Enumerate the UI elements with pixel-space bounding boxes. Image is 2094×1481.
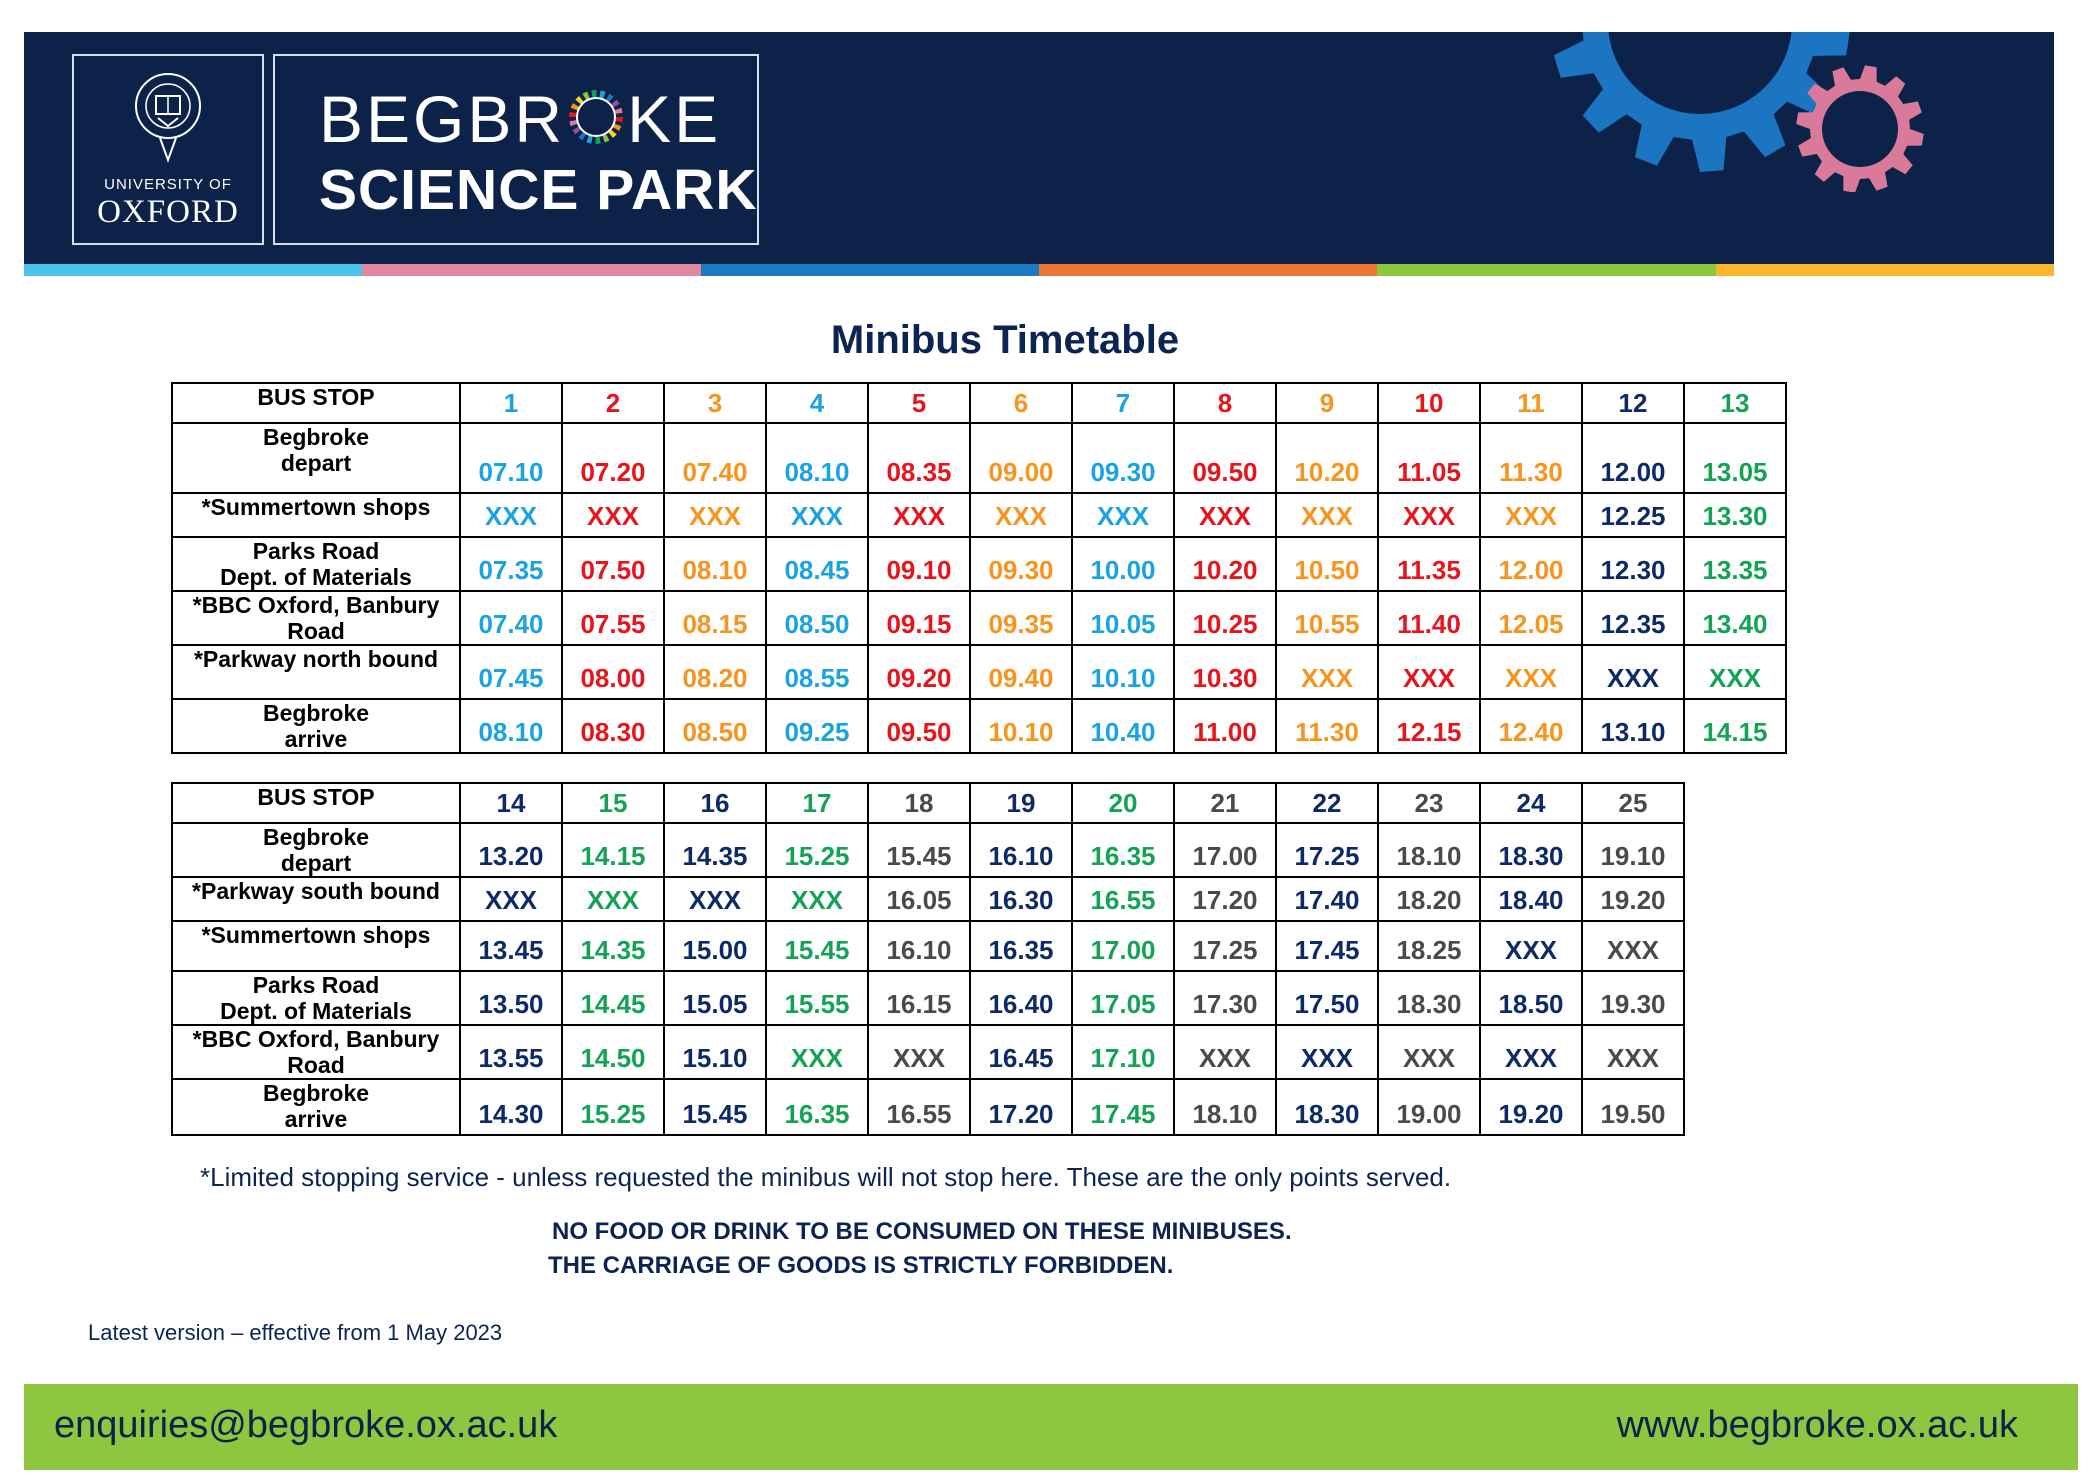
departure-time: 12.00: [1582, 423, 1684, 493]
footer-bar: [24, 1384, 2078, 1470]
stop-name: [172, 423, 460, 493]
bus-number-header: 3: [664, 383, 766, 423]
departure-time: 17.45: [1072, 1079, 1174, 1135]
departure-time: 15.45: [664, 1079, 766, 1135]
departure-time: 18.30: [1480, 823, 1582, 877]
departure-time: 07.50: [562, 537, 664, 591]
departure-time: 17.40: [1276, 877, 1378, 921]
departure-time: 17.45: [1276, 921, 1378, 971]
park-name: [319, 82, 722, 156]
departure-time: 09.20: [868, 645, 970, 699]
departure-time: XXX: [1582, 1025, 1684, 1079]
table-row: [172, 645, 1786, 699]
departure-time: XXX: [1684, 645, 1786, 699]
bus-number-header: 13: [1684, 383, 1786, 423]
stop-name-line: *Parkway north bound: [193, 646, 439, 672]
bus-number-header: 14: [460, 783, 562, 823]
departure-time: 09.15: [868, 591, 970, 645]
departure-time: 15.05: [664, 971, 766, 1025]
stop-name-line: Begbroke: [262, 824, 370, 850]
stop-name: [172, 699, 460, 753]
departure-time: 17.50: [1276, 971, 1378, 1025]
departure-time: 13.50: [460, 971, 562, 1025]
small-gear-icon: [1796, 65, 1924, 192]
bus-number-header: 16: [664, 783, 766, 823]
departure-time: 18.40: [1480, 877, 1582, 921]
bus-number-header: 5: [868, 383, 970, 423]
departure-time: 09.50: [1174, 423, 1276, 493]
departure-time: 08.10: [460, 699, 562, 753]
departure-time: 19.50: [1582, 1079, 1684, 1135]
departure-time: 15.45: [868, 823, 970, 877]
stop-name: [172, 493, 460, 537]
departure-time: 15.45: [766, 921, 868, 971]
park-name-part: KE: [627, 82, 722, 156]
departure-time: 16.30: [970, 877, 1072, 921]
departure-time: 16.35: [766, 1079, 868, 1135]
bus-number-header: 7: [1072, 383, 1174, 423]
departure-time: 10.20: [1174, 537, 1276, 591]
departure-time: 09.50: [868, 699, 970, 753]
stop-name: [172, 971, 460, 1025]
stop-name: [172, 823, 460, 877]
timetable-afternoon: [171, 782, 1685, 1136]
table-row: [172, 921, 1684, 971]
departure-time: 09.40: [970, 645, 1072, 699]
departure-time: 17.30: [1174, 971, 1276, 1025]
table-row: [172, 591, 1786, 645]
departure-time: 07.10: [460, 423, 562, 493]
departure-time: XXX: [460, 493, 562, 537]
stop-name-line: depart: [280, 450, 352, 476]
departure-time: XXX: [562, 493, 664, 537]
stripe-segment: [1039, 264, 1377, 276]
departure-time: 19.20: [1582, 877, 1684, 921]
departure-time: 08.10: [766, 423, 868, 493]
departure-time: 07.35: [460, 537, 562, 591]
stripe-segment: [701, 264, 1039, 276]
departure-time: XXX: [868, 493, 970, 537]
bus-stop-header: BUS STOP: [172, 783, 460, 823]
departure-time: 08.50: [664, 699, 766, 753]
departure-time: 10.30: [1174, 645, 1276, 699]
table-row: [172, 493, 1786, 537]
bus-number-header: 8: [1174, 383, 1276, 423]
rainbow-gear-icon: [565, 87, 627, 145]
departure-time: XXX: [1174, 493, 1276, 537]
departure-time: 19.30: [1582, 971, 1684, 1025]
departure-time: 19.10: [1582, 823, 1684, 877]
departure-time: XXX: [562, 877, 664, 921]
departure-time: 16.40: [970, 971, 1072, 1025]
departure-time: XXX: [868, 1025, 970, 1079]
departure-time: 08.30: [562, 699, 664, 753]
bus-number-header: 25: [1582, 783, 1684, 823]
stripe-segment: [1716, 264, 2054, 276]
departure-time: XXX: [1582, 921, 1684, 971]
table-row: [172, 1079, 1684, 1135]
departure-time: 10.05: [1072, 591, 1174, 645]
bus-number-header: 17: [766, 783, 868, 823]
departure-time: XXX: [1480, 493, 1582, 537]
university-label: UNIVERSITY OF: [104, 176, 232, 193]
table-row: [172, 537, 1786, 591]
departure-time: 09.10: [868, 537, 970, 591]
departure-time: 10.20: [1276, 423, 1378, 493]
stop-name-line: *Summertown shops: [201, 494, 431, 520]
oxford-label: OXFORD: [97, 194, 239, 230]
stripe-segment: [362, 264, 700, 276]
departure-time: 10.50: [1276, 537, 1378, 591]
departure-time: 11.30: [1276, 699, 1378, 753]
departure-time: 16.55: [1072, 877, 1174, 921]
table-row: [172, 877, 1684, 921]
stop-name: [172, 591, 460, 645]
departure-time: 19.00: [1378, 1079, 1480, 1135]
departure-time: XXX: [664, 493, 766, 537]
stop-name-line: Dept. of Materials: [220, 564, 412, 590]
departure-time: 16.10: [868, 921, 970, 971]
page-title: Minibus Timetable: [830, 318, 1180, 362]
departure-time: 09.30: [1072, 423, 1174, 493]
departure-time: 15.55: [766, 971, 868, 1025]
oxford-crest-icon: [132, 70, 204, 166]
bus-number-header: 22: [1276, 783, 1378, 823]
departure-time: 16.05: [868, 877, 970, 921]
bus-number-header: 4: [766, 383, 868, 423]
stop-name-line: Dept. of Materials: [220, 998, 412, 1024]
departure-time: 10.25: [1174, 591, 1276, 645]
bus-stop-header: BUS STOP: [172, 383, 460, 423]
departure-time: XXX: [1276, 645, 1378, 699]
departure-time: 13.10: [1582, 699, 1684, 753]
departure-time: XXX: [664, 877, 766, 921]
limited-stop-note: *Limited stopping service - unless requested the minibus will not stop here. These are the only points served.: [200, 1162, 1452, 1192]
stop-name-line: arrive: [284, 726, 348, 752]
departure-time: 12.35: [1582, 591, 1684, 645]
park-name-part: BEGBR: [319, 82, 566, 156]
departure-time: XXX: [766, 493, 868, 537]
departure-time: 16.55: [868, 1079, 970, 1135]
departure-time: XXX: [1072, 493, 1174, 537]
bus-number-header: 15: [562, 783, 664, 823]
departure-time: 09.25: [766, 699, 868, 753]
departure-time: 08.45: [766, 537, 868, 591]
departure-time: 12.30: [1582, 537, 1684, 591]
bus-number-header: 1: [460, 383, 562, 423]
departure-time: 18.30: [1378, 971, 1480, 1025]
departure-time: XXX: [1276, 493, 1378, 537]
stop-name: [172, 645, 460, 699]
stop-name-line: Parks Road: [252, 972, 380, 998]
departure-time: 13.45: [460, 921, 562, 971]
departure-time: 08.10: [664, 537, 766, 591]
bus-number-header: 21: [1174, 783, 1276, 823]
stop-name: [172, 921, 460, 971]
departure-time: 12.25: [1582, 493, 1684, 537]
departure-time: 13.55: [460, 1025, 562, 1079]
departure-time: XXX: [460, 877, 562, 921]
version-note: Latest version – effective from 1 May 2023: [88, 1320, 503, 1345]
departure-time: 17.10: [1072, 1025, 1174, 1079]
departure-time: 14.45: [562, 971, 664, 1025]
bus-number-header: 2: [562, 383, 664, 423]
stripe-segment: [24, 264, 362, 276]
departure-time: 15.10: [664, 1025, 766, 1079]
departure-time: XXX: [1174, 1025, 1276, 1079]
bus-number-header: 12: [1582, 383, 1684, 423]
departure-time: 15.25: [766, 823, 868, 877]
departure-time: 11.00: [1174, 699, 1276, 753]
departure-time: 18.50: [1480, 971, 1582, 1025]
departure-time: XXX: [1276, 1025, 1378, 1079]
stop-name-line: depart: [280, 850, 352, 876]
begbroke-logo[interactable]: [273, 54, 759, 245]
departure-time: XXX: [1480, 921, 1582, 971]
stop-name: [172, 1079, 460, 1135]
departure-time: XXX: [1378, 493, 1480, 537]
departure-time: 11.30: [1480, 423, 1582, 493]
departure-time: 14.30: [460, 1079, 562, 1135]
departure-time: XXX: [766, 1025, 868, 1079]
header-row: [172, 783, 1684, 823]
departure-time: 17.25: [1174, 921, 1276, 971]
stop-name-line: *BBC Oxford, Banbury: [192, 592, 440, 618]
departure-time: 11.05: [1378, 423, 1480, 493]
bus-number-header: 24: [1480, 783, 1582, 823]
departure-time: 08.55: [766, 645, 868, 699]
departure-time: 13.40: [1684, 591, 1786, 645]
departure-time: XXX: [1582, 645, 1684, 699]
stop-name-line: *Summertown shops: [201, 922, 431, 948]
stop-name-line: *BBC Oxford, Banbury: [192, 1026, 440, 1052]
departure-time: XXX: [1378, 645, 1480, 699]
departure-time: 10.40: [1072, 699, 1174, 753]
table-row: [172, 1025, 1684, 1079]
stop-name: [172, 877, 460, 921]
departure-time: 14.15: [562, 823, 664, 877]
departure-time: 15.25: [562, 1079, 664, 1135]
departure-time: 17.05: [1072, 971, 1174, 1025]
park-subtitle: SCIENCE PARK: [319, 158, 758, 222]
departure-time: 14.35: [562, 921, 664, 971]
oxford-logo[interactable]: [72, 54, 264, 245]
departure-time: 16.35: [1072, 823, 1174, 877]
stop-name: [172, 537, 460, 591]
table-row: [172, 971, 1684, 1025]
departure-time: 07.55: [562, 591, 664, 645]
website-link[interactable]: www.begbroke.ox.ac.uk: [1616, 1404, 2018, 1446]
stop-name-line: Road: [287, 1052, 345, 1078]
departure-time: 11.35: [1378, 537, 1480, 591]
table-row: [172, 423, 1786, 493]
departure-time: 13.30: [1684, 493, 1786, 537]
departure-time: 07.20: [562, 423, 664, 493]
departure-time: 08.15: [664, 591, 766, 645]
departure-time: XXX: [970, 493, 1072, 537]
departure-time: 08.20: [664, 645, 766, 699]
stop-name-line: Begbroke: [262, 1080, 370, 1106]
departure-time: 09.30: [970, 537, 1072, 591]
departure-time: 08.50: [766, 591, 868, 645]
departure-time: 11.40: [1378, 591, 1480, 645]
stop-name: [172, 1025, 460, 1079]
departure-time: 17.00: [1174, 823, 1276, 877]
departure-time: 13.35: [1684, 537, 1786, 591]
departure-time: 10.55: [1276, 591, 1378, 645]
departure-time: 16.15: [868, 971, 970, 1025]
bus-number-header: 19: [970, 783, 1072, 823]
departure-time: 12.15: [1378, 699, 1480, 753]
bus-number-header: 18: [868, 783, 970, 823]
bus-number-header: 11: [1480, 383, 1582, 423]
departure-time: 17.20: [1174, 877, 1276, 921]
stop-name-line: Parks Road: [252, 538, 380, 564]
departure-time: 12.05: [1480, 591, 1582, 645]
departure-time: 17.00: [1072, 921, 1174, 971]
departure-time: 08.00: [562, 645, 664, 699]
departure-time: 16.35: [970, 921, 1072, 971]
email-link[interactable]: enquiries@begbroke.ox.ac.uk: [54, 1404, 558, 1446]
table-row: [172, 823, 1684, 877]
departure-time: XXX: [766, 877, 868, 921]
table-row: [172, 699, 1786, 753]
departure-time: 14.50: [562, 1025, 664, 1079]
departure-time: 16.10: [970, 823, 1072, 877]
departure-time: 10.10: [1072, 645, 1174, 699]
departure-time: 13.20: [460, 823, 562, 877]
stop-name-line: Road: [287, 618, 345, 644]
goods-warning: THE CARRIAGE OF GOODS IS STRICTLY FORBIDDEN.: [548, 1252, 1174, 1279]
bus-number-header: 9: [1276, 383, 1378, 423]
departure-time: XXX: [1480, 1025, 1582, 1079]
departure-time: 18.20: [1378, 877, 1480, 921]
departure-time: 09.00: [970, 423, 1072, 493]
departure-time: 07.45: [460, 645, 562, 699]
departure-time: XXX: [1378, 1025, 1480, 1079]
bus-number-header: 23: [1378, 783, 1480, 823]
stripe-segment: [1377, 264, 1715, 276]
departure-time: 07.40: [664, 423, 766, 493]
bus-number-header: 10: [1378, 383, 1480, 423]
header-row: [172, 383, 1786, 423]
decorative-gears-icon: [1530, 32, 1950, 192]
food-warning: NO FOOD OR DRINK TO BE CONSUMED ON THESE MINIBUSES.: [552, 1218, 1292, 1245]
timetable-morning: [171, 382, 1787, 754]
departure-time: 09.35: [970, 591, 1072, 645]
departure-time: 12.40: [1480, 699, 1582, 753]
departure-time: 07.40: [460, 591, 562, 645]
stop-name-line: Begbroke: [262, 424, 370, 450]
departure-time: 19.20: [1480, 1079, 1582, 1135]
departure-time: 16.45: [970, 1025, 1072, 1079]
departure-time: 17.25: [1276, 823, 1378, 877]
stop-name-line: Begbroke: [262, 700, 370, 726]
stop-name-line: *Parkway south bound: [192, 878, 440, 904]
departure-time: 18.10: [1378, 823, 1480, 877]
departure-time: 10.00: [1072, 537, 1174, 591]
departure-time: 08.35: [868, 423, 970, 493]
departure-time: 14.15: [1684, 699, 1786, 753]
departure-time: 14.35: [664, 823, 766, 877]
departure-time: 12.00: [1480, 537, 1582, 591]
color-stripe: [24, 264, 2054, 276]
departure-time: 17.20: [970, 1079, 1072, 1135]
departure-time: 18.25: [1378, 921, 1480, 971]
departure-time: 15.00: [664, 921, 766, 971]
bus-number-header: 6: [970, 383, 1072, 423]
departure-time: 18.30: [1276, 1079, 1378, 1135]
departure-time: 10.10: [970, 699, 1072, 753]
departure-time: 13.05: [1684, 423, 1786, 493]
bus-number-header: 20: [1072, 783, 1174, 823]
departure-time: 18.10: [1174, 1079, 1276, 1135]
departure-time: XXX: [1480, 645, 1582, 699]
stop-name-line: arrive: [284, 1106, 348, 1132]
